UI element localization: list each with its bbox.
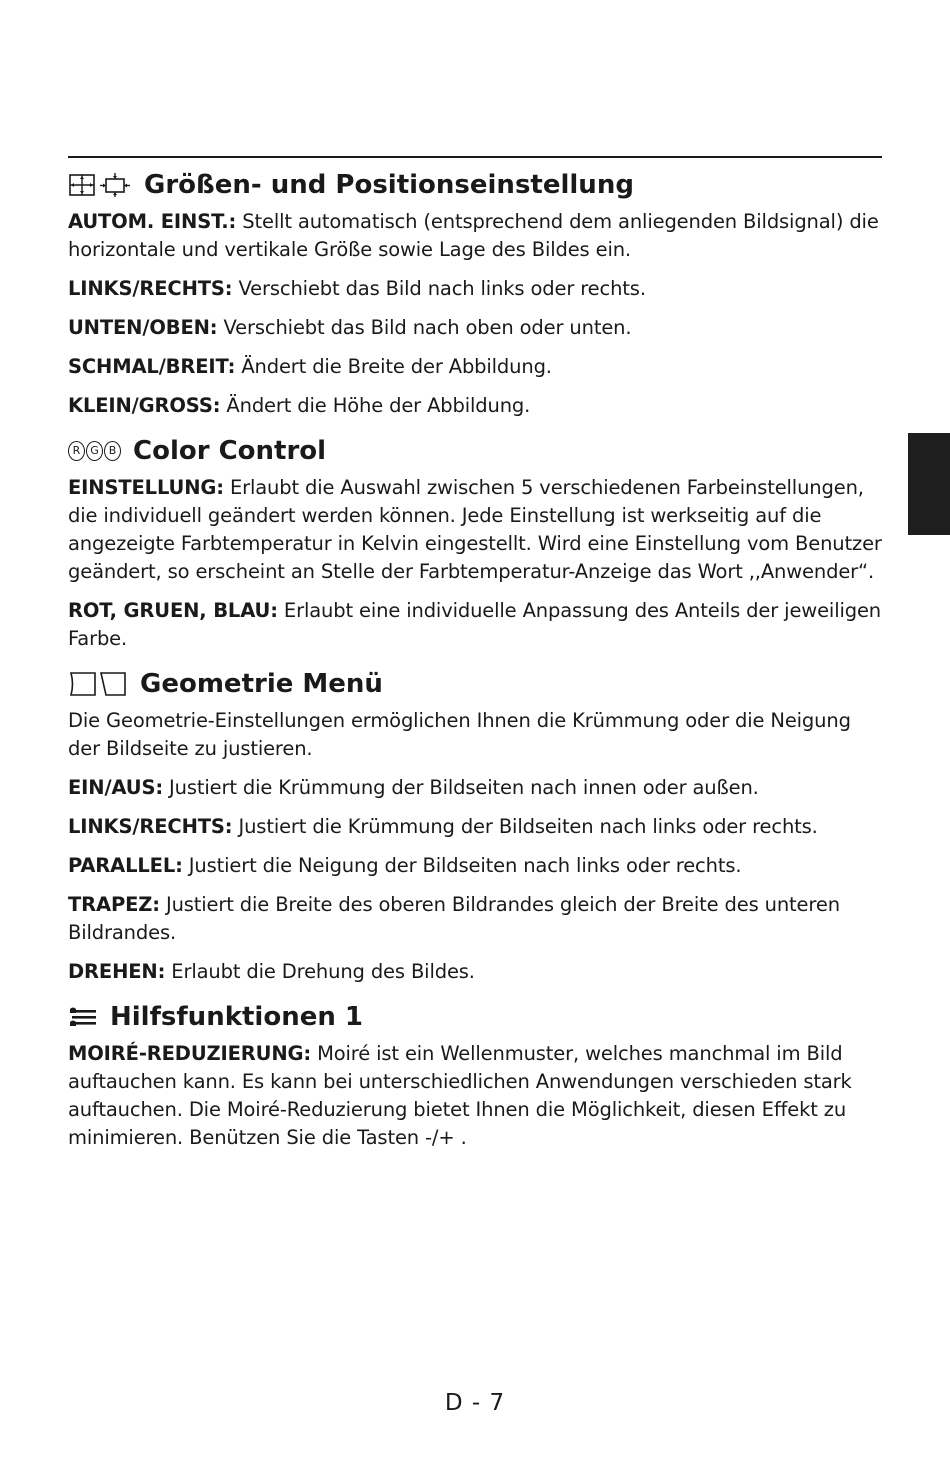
paragraph xyxy=(68,314,882,342)
paragraph xyxy=(68,392,882,420)
description: Ändert die Höhe der Abbildung. xyxy=(220,394,531,417)
description: Verschiebt das Bild nach oben oder unten. xyxy=(217,316,632,339)
term: AUTOM. EINST.: xyxy=(68,210,237,233)
section-tools xyxy=(68,1000,882,1152)
term: DREHEN: xyxy=(68,960,166,983)
section-heading xyxy=(68,434,882,468)
section-title: Geometrie Menü xyxy=(140,669,383,699)
description: Erlaubt die Drehung des Bildes. xyxy=(165,960,475,983)
tools-icon xyxy=(68,1005,98,1029)
paragraph xyxy=(68,958,882,986)
description: Ändert die Breite der Abbildung. xyxy=(235,355,552,378)
manual-content xyxy=(68,168,882,1163)
section-color-control xyxy=(68,434,882,653)
chapter-tab-marker xyxy=(908,433,950,535)
term: UNTEN/OBEN: xyxy=(68,316,218,339)
description: Justiert die Breite des oberen Bildrandes gleich der Breite des unteren Bildrandes. xyxy=(68,893,840,944)
paragraph xyxy=(68,353,882,381)
term: SCHMAL/BREIT: xyxy=(68,355,236,378)
paragraph xyxy=(68,597,882,653)
paragraph xyxy=(68,852,882,880)
term: KLEIN/GROSS: xyxy=(68,394,221,417)
term: ROT, GRUEN, BLAU: xyxy=(68,599,278,622)
description: Erlaubt die Auswahl zwischen 5 verschiedenen Farbeinstellungen, die individuell geändert werden können. Jede Einstellung ist werkseitig auf die angezeigte Farbtemperatur in Kelvin eingestellt. Wird eine Einstellung vom Benutzer geändert, so erscheint an Stelle der Farbtemperatur-Anzeige das Wort ,,Anwender“. xyxy=(68,476,882,583)
description: Justiert die Neigung der Bildseiten nach links oder rechts. xyxy=(182,854,742,877)
description: Justiert die Krümmung der Bildseiten nach links oder rechts. xyxy=(232,815,818,838)
description: Erlaubt eine individuelle Anpassung des Anteils der jeweiligen Farbe. xyxy=(68,599,882,650)
description: Stellt automatisch (entsprechend dem anliegenden Bildsignal) die horizontale und vertikale Größe sowie Lage des Bildes ein. xyxy=(68,210,879,261)
paragraph xyxy=(68,1040,882,1152)
top-rule xyxy=(68,156,882,158)
paragraph xyxy=(68,774,882,802)
section-title: Größen- und Positionseinstellung xyxy=(144,170,634,200)
term: TRAPEZ: xyxy=(68,893,160,916)
paragraph xyxy=(68,707,882,763)
rgb-letter-g: G xyxy=(86,441,103,461)
geometry-icon xyxy=(68,671,128,697)
description: Moiré ist ein Wellenmuster, welches manchmal im Bild auftauchen kann. Es kann bei unterschiedlichen Anwendungen verschieden stark auftauchen. Die Moiré-Reduzierung bietet Ihnen die Möglichkeit, diesen Effekt zu minimieren. Benützen Sie die Tasten -/+ . xyxy=(68,1042,852,1149)
paragraph xyxy=(68,891,882,947)
section-title: Hilfsfunktionen 1 xyxy=(110,1002,363,1032)
paragraph xyxy=(68,813,882,841)
description: Die Geometrie-Einstellungen ermöglichen Ihnen die Krümmung oder die Neigung der Bildseite zu justieren. xyxy=(68,709,851,760)
description: Verschiebt das Bild nach links oder rechts. xyxy=(232,277,646,300)
rgb-icon xyxy=(68,441,121,461)
section-size-position xyxy=(68,168,882,420)
paragraph xyxy=(68,275,882,303)
rgb-letter-b: B xyxy=(104,441,121,461)
section-geometry xyxy=(68,667,882,986)
size-position-icon xyxy=(68,173,132,197)
paragraph xyxy=(68,208,882,264)
rgb-letter-r: R xyxy=(68,441,85,461)
description: Justiert die Krümmung der Bildseiten nach innen oder außen. xyxy=(163,776,759,799)
paragraph xyxy=(68,474,882,586)
term: MOIRÉ-REDUZIERUNG: xyxy=(68,1042,312,1065)
section-title: Color Control xyxy=(133,436,327,466)
section-heading xyxy=(68,667,882,701)
section-heading xyxy=(68,168,882,202)
term: EINSTELLUNG: xyxy=(68,476,224,499)
term: EIN/AUS: xyxy=(68,776,163,799)
term: LINKS/RECHTS: xyxy=(68,277,233,300)
page-number: D - 7 xyxy=(444,1390,506,1416)
term: LINKS/RECHTS: xyxy=(68,815,233,838)
section-heading xyxy=(68,1000,882,1034)
term: PARALLEL: xyxy=(68,854,183,877)
